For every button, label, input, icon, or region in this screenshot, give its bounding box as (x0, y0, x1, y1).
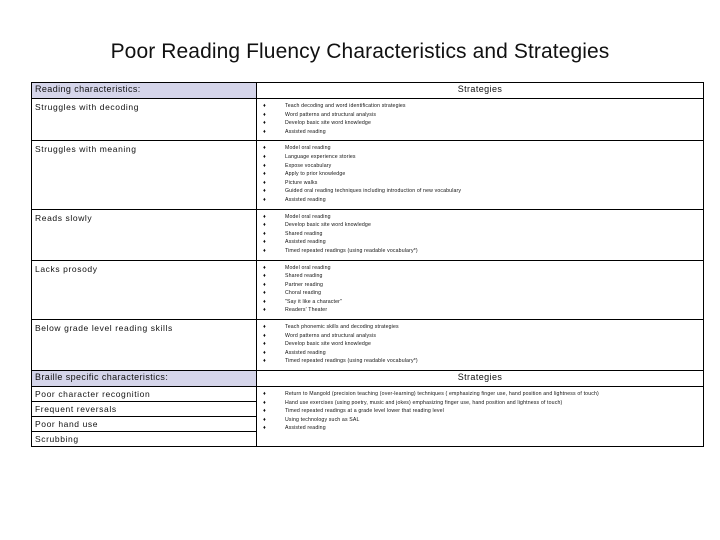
strategy-item (263, 357, 703, 366)
strategy-text: Hand use exercises (using poetry, music and jokes) emphasizing finger use, hand position and lightness of touch) (285, 399, 563, 406)
strategy-item (263, 196, 703, 205)
strategy-text: Model oral reading (285, 213, 331, 220)
table-row (32, 260, 704, 320)
strategy-text: Model oral reading (285, 145, 331, 152)
bullet-icon: ♦ (263, 120, 266, 127)
bullet-icon: ♦ (263, 416, 266, 423)
bullet-icon: ♦ (263, 349, 266, 356)
strategy-text: "Say it like a character" (285, 298, 343, 305)
bullet-icon: ♦ (263, 145, 266, 152)
strategy-item (263, 230, 703, 239)
strategy-item (263, 153, 703, 162)
strategy-text: Develop basic site word knowledge (285, 341, 371, 348)
bullet-icon: ♦ (263, 171, 266, 178)
bullet-icon: ♦ (263, 111, 266, 118)
strategy-item (263, 170, 703, 179)
strategies-cell (257, 209, 704, 260)
strategy-item (263, 238, 703, 247)
strategy-text: Picture walks (285, 179, 318, 186)
bullet-icon: ♦ (263, 247, 266, 254)
strategy-item (263, 213, 703, 222)
strategy-item (263, 281, 703, 290)
bullet-icon: ♦ (263, 307, 266, 314)
strategies-cell (257, 99, 704, 141)
characteristic-label: Below grade level reading skills (32, 320, 257, 371)
strategy-text: Assisted reading (285, 196, 326, 203)
braille-characteristics-cell (32, 387, 257, 447)
strategy-item (263, 221, 703, 230)
strategy-text: Develop basic site word knowledge (285, 222, 371, 229)
strategy-item (263, 298, 703, 307)
bullet-icon: ♦ (263, 408, 266, 415)
strategy-text: Assisted reading (285, 128, 326, 135)
bullet-icon: ♦ (263, 273, 266, 280)
reading-characteristics-table (31, 82, 704, 447)
strategy-item (263, 264, 703, 273)
strategy-text: Teach phonemic skills and decoding strategies (285, 324, 399, 331)
bullet-icon: ♦ (263, 196, 266, 203)
bullet-icon: ♦ (263, 162, 266, 169)
characteristic-label: Reads slowly (32, 209, 257, 260)
strategy-text: Word patterns and structural analysis (285, 332, 377, 339)
braille-characteristic-label: Poor hand use (32, 417, 256, 432)
strategy-item (263, 399, 703, 408)
strategy-text: Language experience stories (285, 153, 356, 160)
braille-strategies-cell (257, 387, 704, 447)
strategy-item (263, 128, 703, 137)
strategy-text: Timed repeated readings at a grade level lower that reading level (285, 408, 444, 415)
strategy-list (257, 261, 703, 320)
bullet-icon: ♦ (263, 332, 266, 339)
bullet-icon: ♦ (263, 128, 266, 135)
strategy-text: Develop basic site word knowledge (285, 120, 371, 127)
strategy-text: Timed repeated readings (using readable vocabulary*) (285, 358, 418, 365)
characteristics-header: Reading characteristics: (32, 83, 257, 99)
characteristic-label: Lacks prosody (32, 260, 257, 320)
strategy-text: Assisted reading (285, 239, 326, 246)
strategy-text: Guided oral reading techniques including introduction of new vocabulary (285, 188, 462, 195)
strategies-cell (257, 141, 704, 209)
braille-characteristic-label: Frequent reversals (32, 402, 256, 417)
strategy-item (263, 179, 703, 188)
strategy-item (263, 390, 703, 399)
braille-characteristic-label: Poor character recognition (32, 387, 256, 402)
strategy-text: Assisted reading (285, 425, 326, 432)
table-row (32, 320, 704, 371)
strategies-cell (257, 260, 704, 320)
bullet-icon: ♦ (263, 298, 266, 305)
strategy-text: Apply to prior knowledge (285, 171, 346, 178)
strategy-text: Partner reading (285, 281, 324, 288)
characteristic-label: Struggles with decoding (32, 99, 257, 141)
bullet-icon: ♦ (263, 399, 266, 406)
strategy-text: Shared reading (285, 230, 323, 237)
strategy-text: Using technology such as SAL (285, 416, 360, 423)
bullet-icon: ♦ (263, 425, 266, 432)
braille-characteristic-label: Scrubbing (35, 434, 79, 445)
strategy-item (263, 416, 703, 425)
bullet-icon: ♦ (263, 391, 266, 398)
strategy-item (263, 272, 703, 281)
table-row (32, 141, 704, 209)
strategy-item (263, 102, 703, 111)
bullet-icon: ♦ (263, 153, 266, 160)
strategy-item (263, 162, 703, 171)
strategy-list (257, 210, 703, 260)
bullet-icon: ♦ (263, 264, 266, 271)
strategy-item (263, 289, 703, 298)
table-row (32, 99, 704, 141)
strategy-item (263, 187, 703, 196)
braille-strategies-header: Strategies (257, 371, 704, 387)
strategy-item (263, 340, 703, 349)
page-title: Poor Reading Fluency Characteristics and Strategies (110, 40, 610, 63)
table-row (32, 209, 704, 260)
bullet-icon: ♦ (263, 179, 266, 186)
strategy-list (257, 387, 703, 437)
bullet-icon: ♦ (263, 341, 266, 348)
strategy-list (257, 141, 703, 208)
strategy-text: Return to Mangold (precision teaching (over-learning) techniques ( emphasizing finger use, hand position and lightness of touch) (285, 391, 599, 398)
strategies-header: Strategies (257, 83, 704, 99)
strategy-list (257, 99, 703, 140)
bullet-icon: ♦ (263, 324, 266, 331)
strategy-item (263, 247, 703, 256)
bullet-icon: ♦ (263, 358, 266, 365)
bullet-icon: ♦ (263, 230, 266, 237)
strategies-cell (257, 320, 704, 371)
strategy-list (257, 320, 703, 370)
braille-characteristics-header: Braille specific characteristics: (32, 371, 257, 387)
strategy-item (263, 424, 703, 433)
strategy-item (263, 306, 703, 315)
strategy-text: Model oral reading (285, 264, 331, 271)
strategy-item (263, 144, 703, 153)
strategy-text: Shared reading (285, 273, 323, 280)
strategy-item (263, 323, 703, 332)
strategy-item (263, 332, 703, 341)
strategy-text: Readers' Theater (285, 307, 328, 314)
strategy-item (263, 111, 703, 120)
strategy-item (263, 119, 703, 128)
strategy-text: Timed repeated readings (using readable vocabulary*) (285, 247, 418, 254)
strategy-text: Word patterns and structural analysis (285, 111, 377, 118)
strategy-item (263, 407, 703, 416)
bullet-icon: ♦ (263, 222, 266, 229)
bullet-icon: ♦ (263, 290, 266, 297)
strategy-item (263, 349, 703, 358)
strategy-text: Teach decoding and word identification strategies (285, 103, 406, 109)
strategy-text: Choral reading (285, 290, 322, 297)
strategy-text: Expose vocabulary (285, 162, 332, 169)
strategy-text: Assisted reading (285, 349, 326, 356)
bullet-icon: ♦ (263, 103, 266, 109)
bullet-icon: ♦ (263, 239, 266, 246)
bullet-icon: ♦ (263, 213, 266, 220)
bullet-icon: ♦ (263, 281, 266, 288)
bullet-icon: ♦ (263, 188, 266, 195)
characteristic-label: Struggles with meaning (32, 141, 257, 209)
